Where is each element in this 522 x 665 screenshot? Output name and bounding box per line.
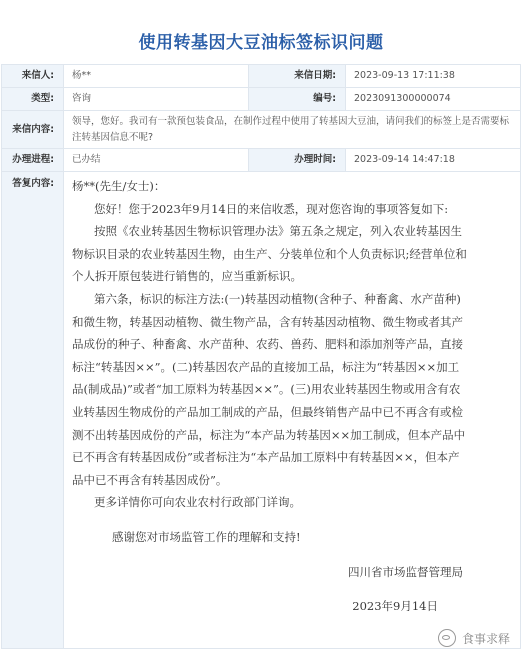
- watermark-text: 食事求释: [461, 631, 510, 646]
- sender-value: 杨**: [64, 65, 249, 88]
- content-label: 来信内容:: [2, 111, 64, 149]
- letter-info-table: [1, 64, 521, 649]
- progress-value: 已办结: [64, 149, 249, 172]
- type-value: 咨询: [64, 88, 249, 111]
- answer-paragraph-1: 您好！您于2023年9月14日的来信收悉，现对您咨询的事项答复如下:: [94, 201, 449, 216]
- type-label: 类型:: [2, 88, 64, 111]
- answer-label: 答复内容:: [2, 172, 64, 649]
- answer-cell: [64, 172, 521, 649]
- watermark: [438, 629, 510, 647]
- answer-body: [72, 175, 468, 618]
- answer-signature: 四川省市场监督管理局: [348, 564, 463, 579]
- wechat-icon: [438, 629, 456, 647]
- answer-greeting: 杨**(先生/女士)：: [72, 179, 166, 193]
- progress-label: 办理进程:: [2, 149, 64, 172]
- sender-label: 来信人:: [2, 65, 64, 88]
- answer-paragraph-3: 第六条，标识的标注方法:(一)转基因动植物(含种子、种畜禽、水产苗种)和微生物，转基因动植物、微生物产品，含有转基因动植物、微生物或者其产品成份的种子、种畜禽、水产苗种、农药、兽药、肥料和添加剂等产品，直接标注“转基因××”。(二)转基因农产品的直接加工品，标注为“转基因××加工品(制成品)”或者“加工原料为转基因××”。(三)用农业转基因生物或用含有农业转基因生物成份的产品加工制成的产品，但最终销售产品中已不再含有或检测不出转基因成份的产品，标注为“本产品为转基因××加工制成，但本产品中已不再含有转基因成份”或者标注为“本产品加工原料中有转基因××，但本产品中已不再含有转基因成份”。: [72, 291, 466, 487]
- page-title: 使用转基因大豆油标签标识问题: [138, 33, 384, 53]
- time-value: 2023-09-14 14:47:18: [346, 149, 521, 172]
- content-value: 领导，您好。我司有一款预包装食品，在制作过程中使用了转基因大豆油，请问我们的标签上是否需要标注转基因信息不呢?: [64, 111, 521, 149]
- number-value: 2023091300000074: [346, 88, 521, 111]
- answer-paragraph-4: 更多详情你可向农业农村行政部门详询。: [94, 495, 301, 510]
- answer-sign-date: 2023年9月14日: [352, 599, 438, 614]
- answer-thanks: 感谢您对市场监管工作的理解和支持!: [112, 529, 301, 544]
- date-value: 2023-09-13 17:11:38: [346, 65, 521, 88]
- number-label: 编号:: [249, 88, 346, 111]
- date-label: 来信日期:: [249, 65, 346, 88]
- answer-paragraph-2: 按照《农业转基因生物标识管理办法》第五条之规定，列入农业转基因生物标识目录的农业转基因生物，由生产、分装单位和个人负责标识;经营单位和个人拆开原包装进行销售的，应当重新标识。: [72, 224, 467, 284]
- time-label: 办理时间:: [249, 149, 346, 172]
